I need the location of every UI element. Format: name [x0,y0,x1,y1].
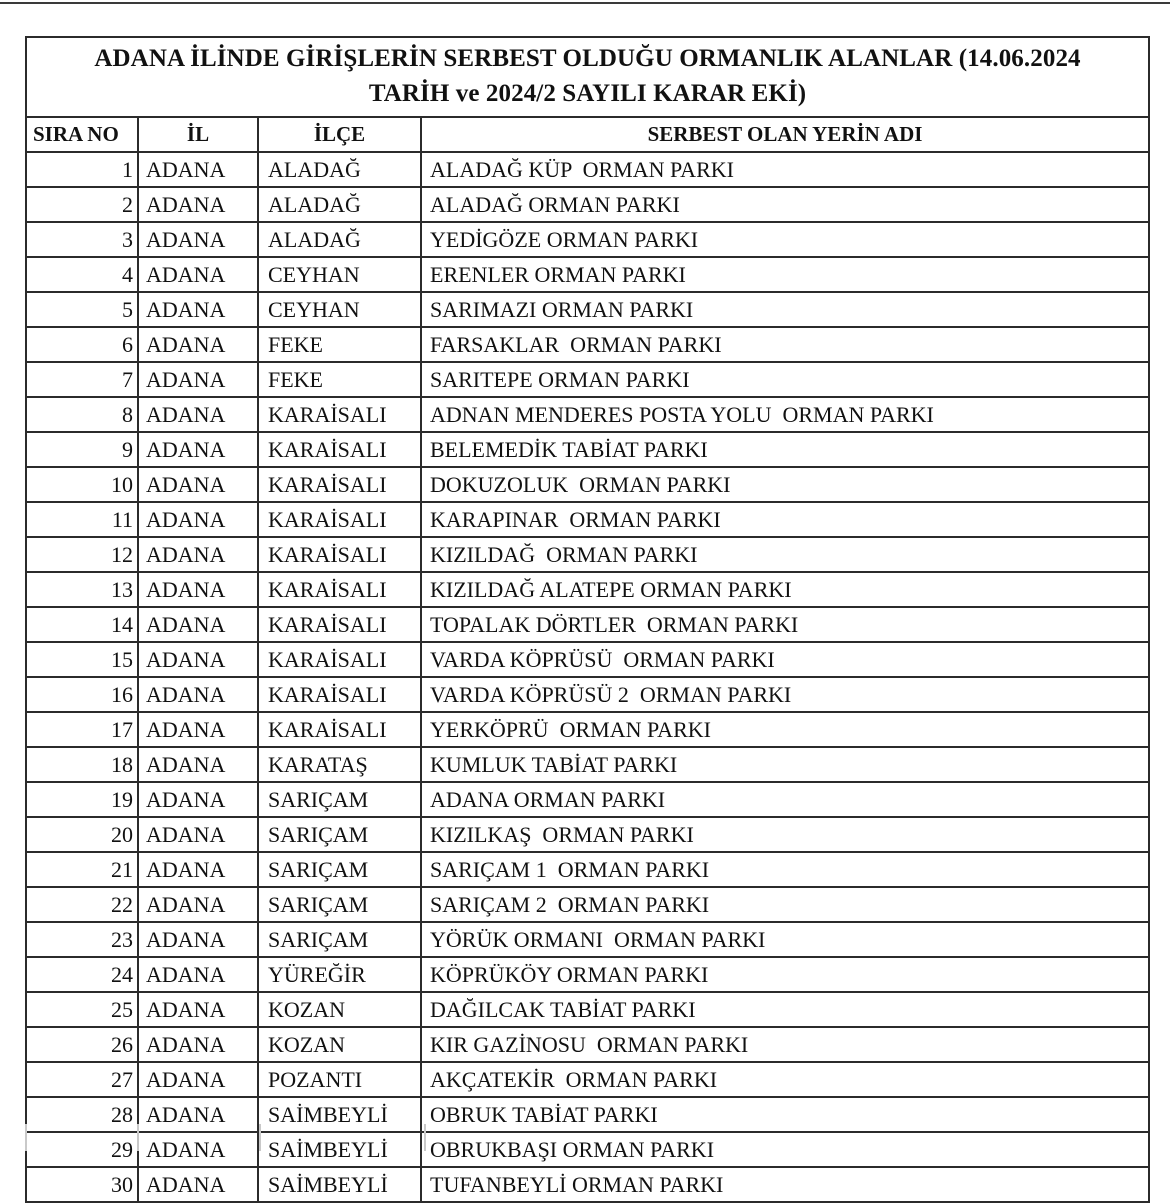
row-yer-adi: SARIÇAM 1 ORMAN PARKI [421,852,1149,887]
row-sira-no: 16 [26,677,138,712]
table-row [26,327,1149,362]
row-il: ADANA [138,677,258,712]
row-ilce: ALADAĞ [258,187,421,222]
row-sira-no: 28 [26,1097,138,1132]
row-il: ADANA [138,1132,258,1167]
table-row [26,1167,1149,1202]
row-ilce: ALADAĞ [258,152,421,187]
table-row [26,642,1149,677]
row-yer-adi: ADNAN MENDERES POSTA YOLU ORMAN PARKI [421,397,1149,432]
table-row [26,747,1149,782]
row-yer-adi: OBRUK TABİAT PARKI [421,1097,1149,1132]
table-row [26,712,1149,747]
row-il: ADANA [138,187,258,222]
table-row [26,397,1149,432]
title-line-2: TARİH ve 2024/2 SAYILI KARAR EKİ) [368,80,807,107]
row-yer-adi: TOPALAK DÖRTLER ORMAN PARKI [421,607,1149,642]
row-yer-adi: KÖPRÜKÖY ORMAN PARKI [421,957,1149,992]
row-il: ADANA [138,1027,258,1062]
table-row [26,537,1149,572]
row-il: ADANA [138,502,258,537]
row-sira-no: 17 [26,712,138,747]
row-ilce: KARAİSALI [258,572,421,607]
row-sira-no: 19 [26,782,138,817]
row-sira-no: 14 [26,607,138,642]
row-sira-no: 8 [26,397,138,432]
row-sira-no: 4 [26,257,138,292]
row-ilce: SAİMBEYLİ [258,1132,421,1167]
table-row [26,817,1149,852]
row-ilce: SAİMBEYLİ [258,1097,421,1132]
table-row [26,677,1149,712]
table-row [26,887,1149,922]
row-sira-no: 2 [26,187,138,222]
table-row [26,992,1149,1027]
row-yer-adi: VARDA KÖPRÜSÜ ORMAN PARKI [421,642,1149,677]
table-row [26,467,1149,502]
row-il: ADANA [138,817,258,852]
table-row [26,607,1149,642]
row-il: ADANA [138,467,258,502]
row-ilce: KARAİSALI [258,467,421,502]
row-ilce: KARATAŞ [258,747,421,782]
row-yer-adi: KIZILKAŞ ORMAN PARKI [421,817,1149,852]
row-il: ADANA [138,1062,258,1097]
row-yer-adi: KARAPINAR ORMAN PARKI [421,502,1149,537]
table-row [26,187,1149,222]
row-ilce: KARAİSALI [258,642,421,677]
table-row [26,257,1149,292]
table-row [26,222,1149,257]
row-ilce: KOZAN [258,992,421,1027]
title-row [26,37,1149,117]
table-row [26,502,1149,537]
row-sira-no: 3 [26,222,138,257]
row-ilce: CEYHAN [258,292,421,327]
row-sira-no: 15 [26,642,138,677]
row-il: ADANA [138,572,258,607]
row-yer-adi: AKÇATEKİR ORMAN PARKI [421,1062,1149,1097]
row-yer-adi: KIR GAZİNOSU ORMAN PARKI [421,1027,1149,1062]
table-row [26,572,1149,607]
row-ilce: SARIÇAM [258,852,421,887]
row-ilce: YÜREĞİR [258,957,421,992]
row-il: ADANA [138,537,258,572]
row-yer-adi: KIZILDAĞ ORMAN PARKI [421,537,1149,572]
table-row [26,152,1149,187]
row-il: ADANA [138,782,258,817]
row-sira-no: 18 [26,747,138,782]
row-ilce: KARAİSALI [258,502,421,537]
row-yer-adi: TUFANBEYLİ ORMAN PARKI [421,1167,1149,1202]
stub-gridline [137,1124,139,1151]
title-line-1: ADANA İLİNDE GİRİŞLERİN SERBEST OLDUĞU ORMANLIK ALANLAR (14.06.2024 [94,45,1081,72]
row-yer-adi: YEDİGÖZE ORMAN PARKI [421,222,1149,257]
row-ilce: KARAİSALI [258,432,421,467]
row-il: ADANA [138,222,258,257]
table-row [26,957,1149,992]
row-sira-no: 10 [26,467,138,502]
row-yer-adi: ALADAĞ ORMAN PARKI [421,187,1149,222]
row-il: ADANA [138,642,258,677]
row-sira-no: 12 [26,537,138,572]
row-il: ADANA [138,1097,258,1132]
row-ilce: ALADAĞ [258,222,421,257]
row-sira-no: 7 [26,362,138,397]
row-il: ADANA [138,607,258,642]
table-row [26,1062,1149,1097]
table-row [26,1027,1149,1062]
row-il: ADANA [138,747,258,782]
row-ilce: SARIÇAM [258,922,421,957]
row-yer-adi: SARIMAZI ORMAN PARKI [421,292,1149,327]
row-yer-adi: VARDA KÖPRÜSÜ 2 ORMAN PARKI [421,677,1149,712]
row-sira-no: 9 [26,432,138,467]
row-il: ADANA [138,887,258,922]
table-body [26,37,1149,1202]
row-sira-no: 25 [26,992,138,1027]
document-title [26,37,1149,117]
row-yer-adi: SARIÇAM 2 ORMAN PARKI [421,887,1149,922]
row-il: ADANA [138,992,258,1027]
row-ilce: SARIÇAM [258,782,421,817]
row-ilce: SAİMBEYLİ [258,1167,421,1202]
row-yer-adi: YERKÖPRÜ ORMAN PARKI [421,712,1149,747]
row-il: ADANA [138,397,258,432]
column-header-ilce: İLÇE [258,117,421,152]
stub-gridline [259,1124,261,1151]
row-sira-no: 1 [26,152,138,187]
row-sira-no: 27 [26,1062,138,1097]
row-yer-adi: BELEMEDİK TABİAT PARKI [421,432,1149,467]
row-il: ADANA [138,432,258,467]
forest-areas-table [25,36,1150,1203]
row-yer-adi: DAĞILCAK TABİAT PARKI [421,992,1149,1027]
column-header-sira-no: SIRA NO [26,117,138,152]
column-header-il: İL [138,117,258,152]
row-ilce: KARAİSALI [258,607,421,642]
table-row [26,432,1149,467]
row-ilce: KOZAN [258,1027,421,1062]
row-il: ADANA [138,852,258,887]
row-sira-no: 29 [26,1132,138,1167]
row-ilce: CEYHAN [258,257,421,292]
row-il: ADANA [138,152,258,187]
header-row [26,117,1149,152]
row-il: ADANA [138,922,258,957]
row-yer-adi: KUMLUK TABİAT PARKI [421,747,1149,782]
row-il: ADANA [138,712,258,747]
row-ilce: KARAİSALI [258,677,421,712]
row-sira-no: 30 [26,1167,138,1202]
stub-gridline [25,1124,27,1151]
row-sira-no: 13 [26,572,138,607]
row-il: ADANA [138,1167,258,1202]
row-yer-adi: KIZILDAĞ ALATEPE ORMAN PARKI [421,572,1149,607]
row-ilce: FEKE [258,327,421,362]
row-il: ADANA [138,957,258,992]
row-ilce: SARIÇAM [258,887,421,922]
row-sira-no: 24 [26,957,138,992]
row-sira-no: 6 [26,327,138,362]
row-sira-no: 20 [26,817,138,852]
row-il: ADANA [138,327,258,362]
forest-areas-sheet [25,36,1148,1203]
row-ilce: KARAİSALI [258,537,421,572]
row-sira-no: 5 [26,292,138,327]
table-row [26,362,1149,397]
row-ilce: SARIÇAM [258,817,421,852]
row-il: ADANA [138,362,258,397]
row-yer-adi: ADANA ORMAN PARKI [421,782,1149,817]
row-yer-adi: OBRUKBAŞI ORMAN PARKI [421,1132,1149,1167]
row-ilce: KARAİSALI [258,712,421,747]
stub-gridline [424,1124,426,1151]
row-ilce: POZANTI [258,1062,421,1097]
row-yer-adi: YÖRÜK ORMANI ORMAN PARKI [421,922,1149,957]
row-sira-no: 23 [26,922,138,957]
top-page-rule [0,2,1170,4]
table-row [26,292,1149,327]
column-header-ad: SERBEST OLAN YERİN ADI [421,117,1149,152]
table-row [26,852,1149,887]
row-sira-no: 11 [26,502,138,537]
table-row [26,922,1149,957]
row-sira-no: 21 [26,852,138,887]
cut-off-row-stub [25,1124,1148,1151]
row-il: ADANA [138,257,258,292]
row-yer-adi: FARSAKLAR ORMAN PARKI [421,327,1149,362]
row-sira-no: 26 [26,1027,138,1062]
row-yer-adi: ERENLER ORMAN PARKI [421,257,1149,292]
row-il: ADANA [138,292,258,327]
table-row [26,782,1149,817]
row-yer-adi: DOKUZOLUK ORMAN PARKI [421,467,1149,502]
row-yer-adi: ALADAĞ KÜP ORMAN PARKI [421,152,1149,187]
row-yer-adi: SARITEPE ORMAN PARKI [421,362,1149,397]
row-ilce: FEKE [258,362,421,397]
row-ilce: KARAİSALI [258,397,421,432]
row-sira-no: 22 [26,887,138,922]
